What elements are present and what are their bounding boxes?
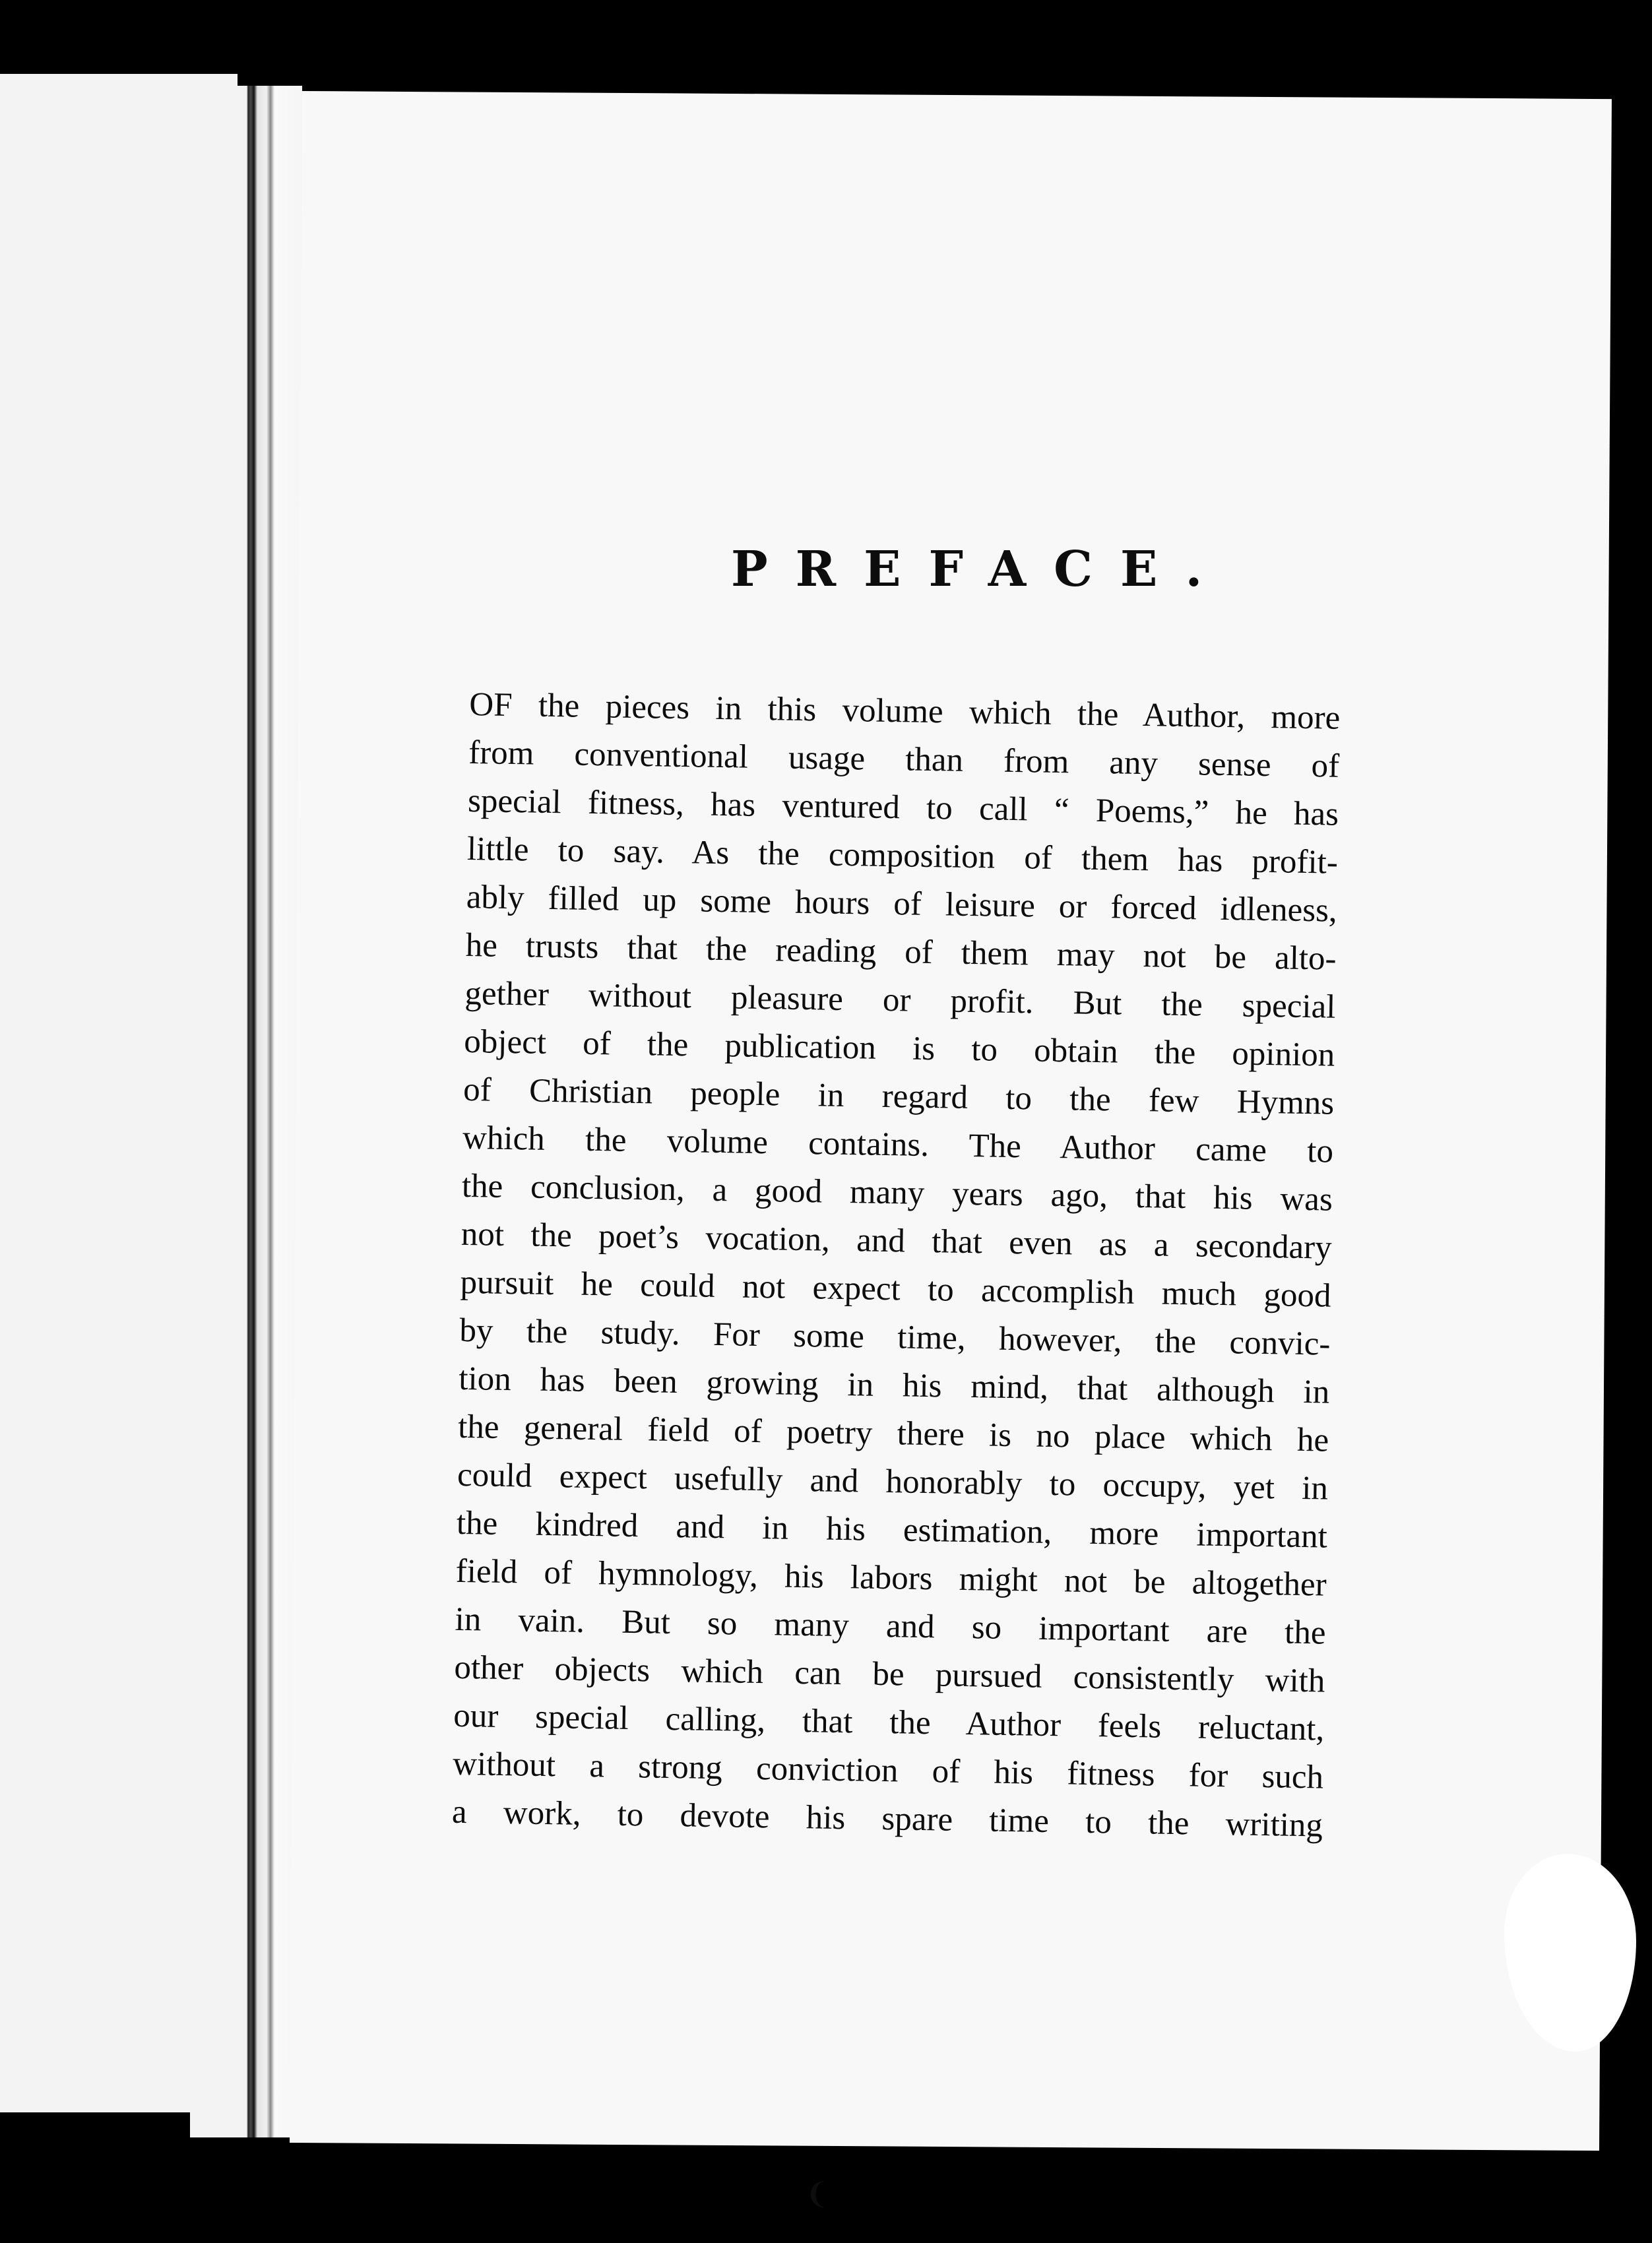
text-line: the general field of poetry there is no place which he — [457, 1408, 1329, 1459]
text-line: a work, to devote his spare time to the writing — [451, 1793, 1323, 1845]
text-line: pursuit he could not expect to accomplish much good — [460, 1263, 1331, 1315]
text-line: could expect usefully and honorably to occupy, yet in — [457, 1456, 1329, 1507]
text-line: OF the pieces in this volume which the Author, more — [468, 685, 1341, 737]
text-line: special fitness, has ventured to call “ Poems,” he has — [467, 782, 1339, 833]
book-gutter-binding — [190, 86, 302, 2137]
text-line: ably filled up some hours of leisure or forced idleness, — [466, 878, 1338, 930]
text-line: other objects which can be pursued consistently with — [454, 1649, 1325, 1700]
text-line: tion has been growing in his mind, that although in — [458, 1360, 1330, 1411]
text-line: in vain. But so many and so important are the — [455, 1600, 1326, 1652]
text-line: gether without pleasure or profit. But the special — [464, 974, 1336, 1026]
text-line: without a strong conviction of his fitness for such — [452, 1745, 1324, 1796]
bottom-mark: ❨ — [805, 2177, 829, 2211]
text-line: the kindred and in his estimation, more important — [456, 1504, 1328, 1556]
text-line: which the volume contains. The Author came to — [462, 1119, 1334, 1170]
text-line: our special calling, that the Author feels reluctant, — [453, 1697, 1325, 1748]
text-line: object of the publication is to obtain the opinion — [463, 1023, 1335, 1074]
page-title: PREFACE. — [731, 541, 1230, 598]
text-line: by the study. For some time, however, the convic- — [459, 1311, 1331, 1363]
text-line: the conclusion, a good many years ago, that his was — [461, 1167, 1333, 1218]
text-line: little to say. As the composition of them has profit- — [466, 830, 1339, 881]
text-line: he trusts that the reading of them may not be alto- — [465, 926, 1337, 978]
text-line: from conventional usage than from any sense of — [468, 734, 1340, 785]
text-line: of Christian people in regard to the few Hymns — [462, 1071, 1335, 1122]
preface-body — [451, 681, 1340, 1850]
text-line: field of hymnology, his labors might not be altogether — [455, 1552, 1327, 1604]
text-line: not the poet’s vocation, and that even as a secondary — [461, 1215, 1333, 1267]
